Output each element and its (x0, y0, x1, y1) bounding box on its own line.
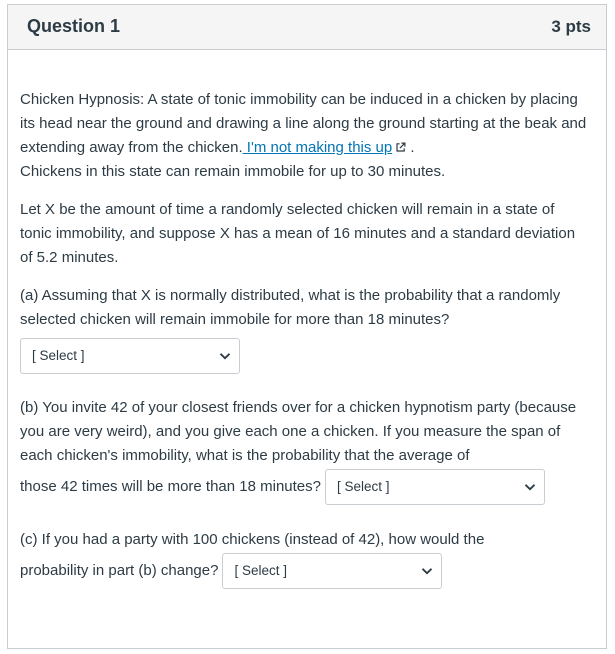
part-b-answer-line (20, 468, 588, 506)
not-making-this-up-link[interactable]: I'm not making this up (243, 139, 407, 156)
intro-period: . (406, 139, 415, 156)
question-body (20, 88, 588, 590)
chevron-down-icon (219, 352, 231, 360)
part-c-select[interactable] (222, 553, 442, 589)
part-c-answer-line (20, 552, 588, 590)
part-c-tail-text: probability in part (b) change? (20, 562, 219, 579)
intro-last-line: Chickens in this state can remain immobile for up to 30 minutes. (20, 163, 446, 180)
part-a-select-label: [ Select ] (32, 348, 85, 363)
question-points: 3 pts (551, 17, 591, 36)
part-b-tail-text: those 42 times will be more than 18 minutes? (20, 478, 321, 495)
part-b-text: (b) You invite 42 of your closest friends over for a chicken hypnotism party (because you are very weird), and you give each one a chicken. If you measure the span of each chicken's immobility, what is the probability that the average of (20, 399, 577, 464)
part-b-block (20, 396, 588, 506)
intro-text: Chicken Hypnosis: A state of tonic immobility can be induced in a chicken by placing its head near the ground and drawing a line along the ground starting at the beak and extending away from the chicken. (20, 91, 587, 156)
part-a-select[interactable] (20, 338, 240, 374)
question-title: Question 1 (27, 16, 121, 36)
part-a-text: (a) Assuming that X is normally distributed, what is the probability that a randomly selected chicken will remain immobile for more than 18 minutes? (20, 287, 561, 328)
external-link-icon (395, 142, 406, 153)
part-b-select-label: [ Select ] (337, 479, 390, 494)
chevron-down-icon (524, 483, 536, 491)
setup-paragraph: Let X be the amount of time a randomly selected chicken will remain in a state of tonic immobility, and suppose X has a mean of 16 minutes and a standard deviation of 5.2 minutes. (20, 201, 576, 266)
part-b-select[interactable] (325, 469, 545, 505)
intro-paragraph (20, 88, 588, 184)
chevron-down-icon (421, 567, 433, 575)
question-header (8, 5, 606, 50)
part-c-text: (c) If you had a party with 100 chickens (instead of 42), how would the (20, 531, 485, 548)
part-c-select-label: [ Select ] (234, 563, 287, 578)
part-c-block (20, 528, 588, 590)
